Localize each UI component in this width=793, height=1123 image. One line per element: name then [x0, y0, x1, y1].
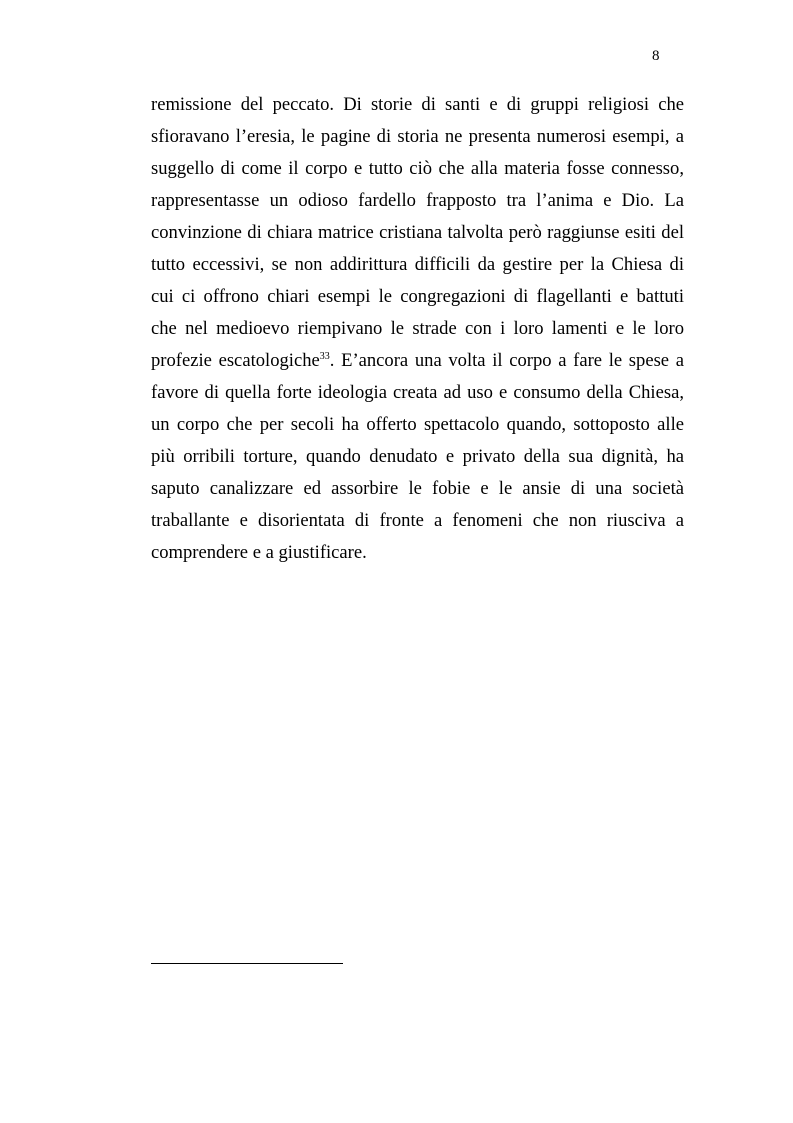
text-line-last: comprendere e a giustificare.: [151, 542, 367, 563]
line-text-after-ref: . E’ancora una volta il corpo a fare le spese a: [329, 350, 684, 371]
text-line: un corpo che per secoli ha offerto spettacolo quando, sottoposto alle: [151, 414, 684, 435]
text-line: che nel medioevo riempivano le strade con i loro lamenti e le loro: [151, 318, 684, 339]
text-line-with-footnote: [151, 345, 684, 377]
text-line: traballante e disorientata di fronte a fenomeni che non riusciva a: [151, 510, 684, 531]
text-line: favore di quella forte ideologia creata ad uso e consumo della Chiesa,: [151, 382, 684, 403]
text-line: sfioravano l’eresia, le pagine di storia ne presenta numerosi esempi, a: [151, 126, 684, 147]
text-line: tutto eccessivi, se non addirittura difficili da gestire per la Chiesa di: [151, 254, 684, 275]
text-line: remissione del peccato. Di storie di santi e di gruppi religiosi che: [151, 94, 684, 115]
text-line: suggello di come il corpo e tutto ciò che alla materia fosse connesso,: [151, 158, 684, 179]
text-line: rappresentasse un odioso fardello frapposto tra l’anima e Dio. La: [151, 190, 684, 211]
line-text-before-ref: profezie escatologiche: [151, 350, 320, 371]
body-paragraph: [151, 89, 684, 569]
page-number: 8: [652, 48, 660, 64]
text-line: convinzione di chiara matrice cristiana talvolta però raggiunse esiti del: [151, 222, 684, 243]
footnote-reference[interactable]: 33: [319, 351, 330, 362]
footnote-separator: [151, 963, 343, 964]
text-line: cui ci offrono chiari esempi le congregazioni di flagellanti e battuti: [151, 286, 684, 307]
text-line: più orribili torture, quando denudato e privato della sua dignità, ha: [151, 446, 684, 467]
text-line: saputo canalizzare ed assorbire le fobie e le ansie di una società: [151, 478, 684, 499]
